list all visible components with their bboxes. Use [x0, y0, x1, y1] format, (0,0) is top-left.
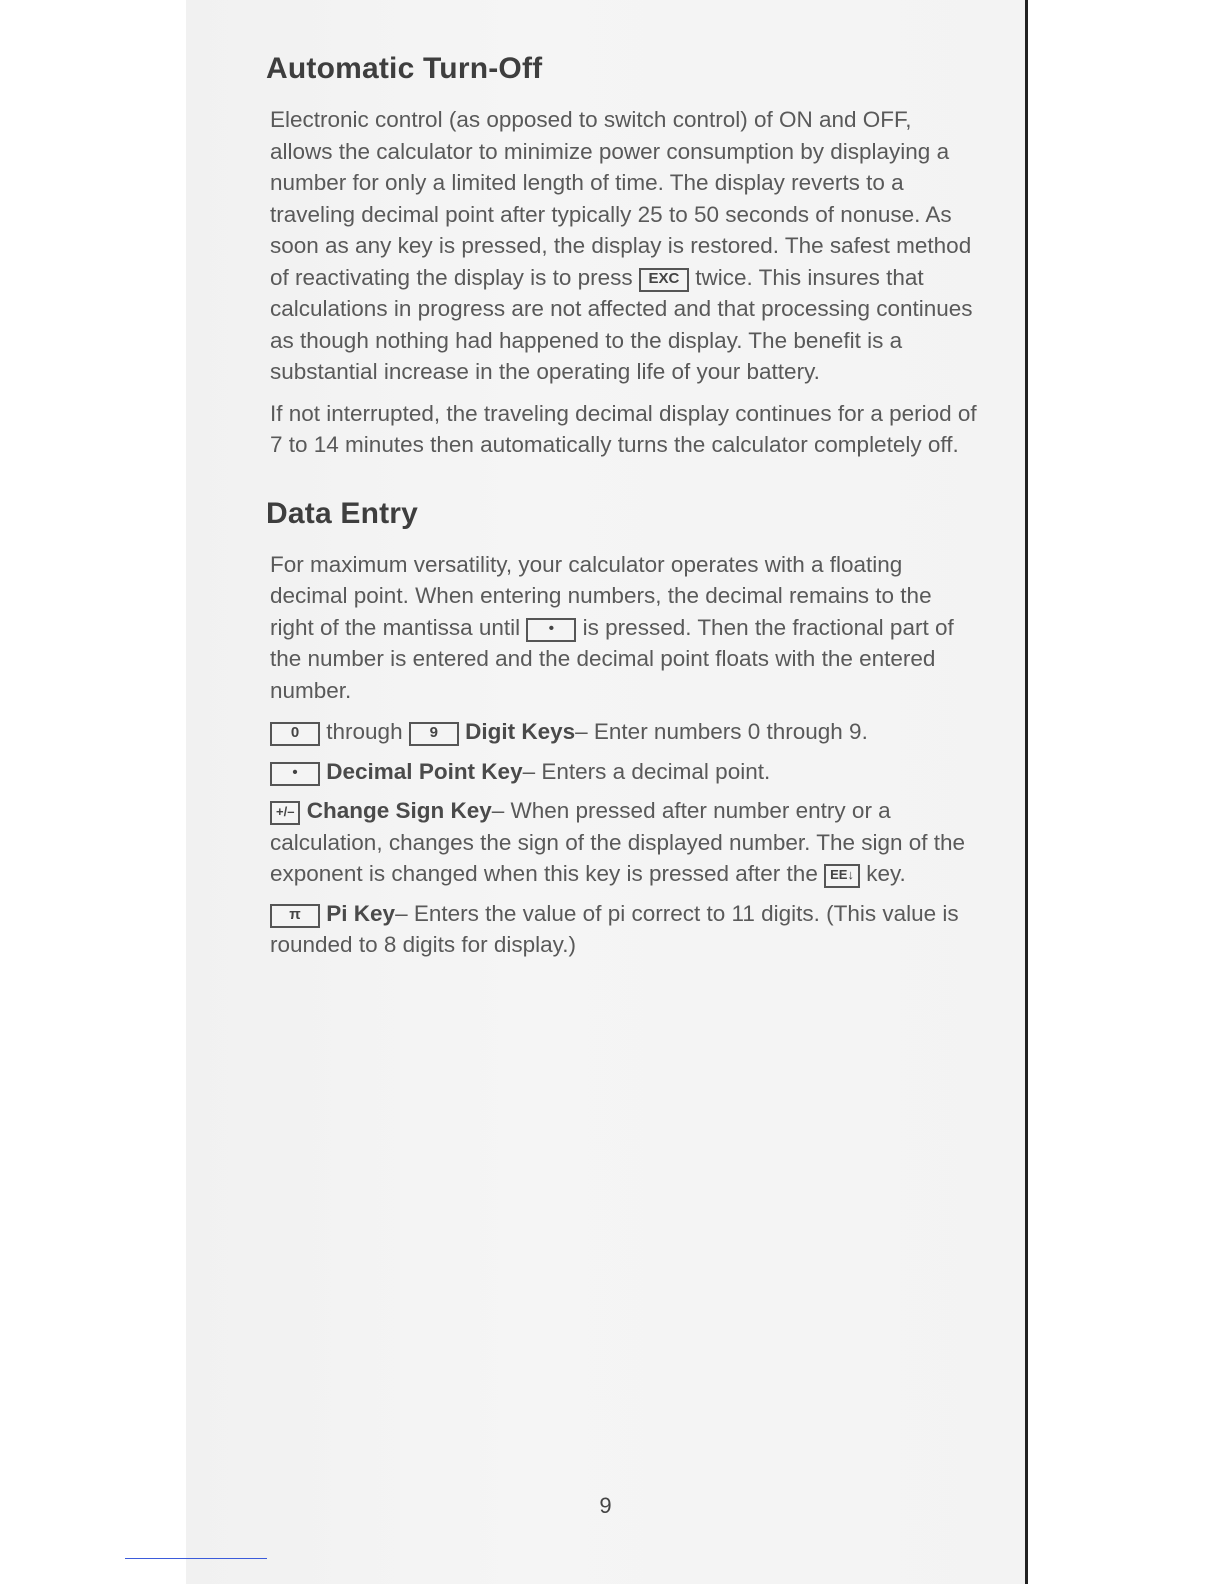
digit-keys-desc: – Enter numbers 0 through 9. [575, 719, 868, 744]
paragraph-turn-off-1 [270, 104, 980, 388]
decimal-point-desc: – Enters a decimal point. [522, 758, 771, 784]
exc-key: EXC [639, 268, 689, 292]
decimal-key: • [526, 618, 576, 642]
paragraph-turn-off-2: If not interrupted, the traveling decimal display continues for a period of 7 to 14 minutes then automatically turns the calculator completely off. [270, 400, 977, 457]
text: twice. This insures that calculations in progress are not affected and that processing continues as though nothing had happened to the display. The benefit is a substantial increase in the operating life of your battery. [270, 264, 973, 384]
ee-key: EE↓ [824, 864, 860, 888]
decimal-point-term: Decimal Point Key [326, 758, 523, 784]
nine-key: 9 [409, 722, 459, 746]
page-number: 9 [599, 1493, 612, 1518]
digit-keys-term: Digit Keys [465, 719, 576, 744]
pi-desc: – Enters the value of pi correct to 11 digits. (This value is rounded to 8 digits for display.) [270, 900, 959, 957]
change-sign-desc-end: key. [866, 861, 906, 886]
heading-automatic-turn-off: Automatic Turn-Off [266, 52, 543, 85]
page-content [266, 52, 980, 969]
digit-keys-entry [270, 716, 980, 748]
heading-data-entry: Data Entry [266, 496, 419, 530]
text: Electronic control (as opposed to switch control) of ON and OFF, allows the calculator to minimize power consumption by displaying a number for only a limited length of time. The display reverts to a traveling decimal point after typically 25 to 50 seconds of nonuse. As soon as any key is pressed, the display is restored. The safest method of reactivating the display is to press [270, 107, 972, 290]
change-sign-term: Change Sign Key [306, 798, 492, 823]
through-text: through [326, 719, 403, 744]
text: For maximum versatility, your calculator operates with a floating decimal point. When entering numbers, the decimal remains to the right of the mantissa until [270, 551, 932, 640]
change-sign-key: +/– [270, 801, 300, 825]
pi-term: Pi Key [326, 900, 396, 926]
pi-key: π [270, 904, 320, 928]
zero-key: 0 [270, 722, 320, 746]
paragraph-data-entry-1 [270, 549, 980, 707]
change-sign-entry [270, 795, 980, 890]
decimal-point-key: • [270, 762, 320, 786]
text: is pressed. Then the fractional part of the number is entered and the decimal point floats with the entered number. [270, 614, 954, 703]
decimal-point-entry [270, 756, 980, 788]
manual-page [186, 0, 1028, 1584]
footnote-rule [125, 1558, 267, 1559]
pi-entry [270, 898, 980, 961]
change-sign-desc: – When pressed after number entry or a calculation, changes the sign of the displayed number. The sign of the exponent is changed when this key is pressed after the [270, 798, 966, 886]
